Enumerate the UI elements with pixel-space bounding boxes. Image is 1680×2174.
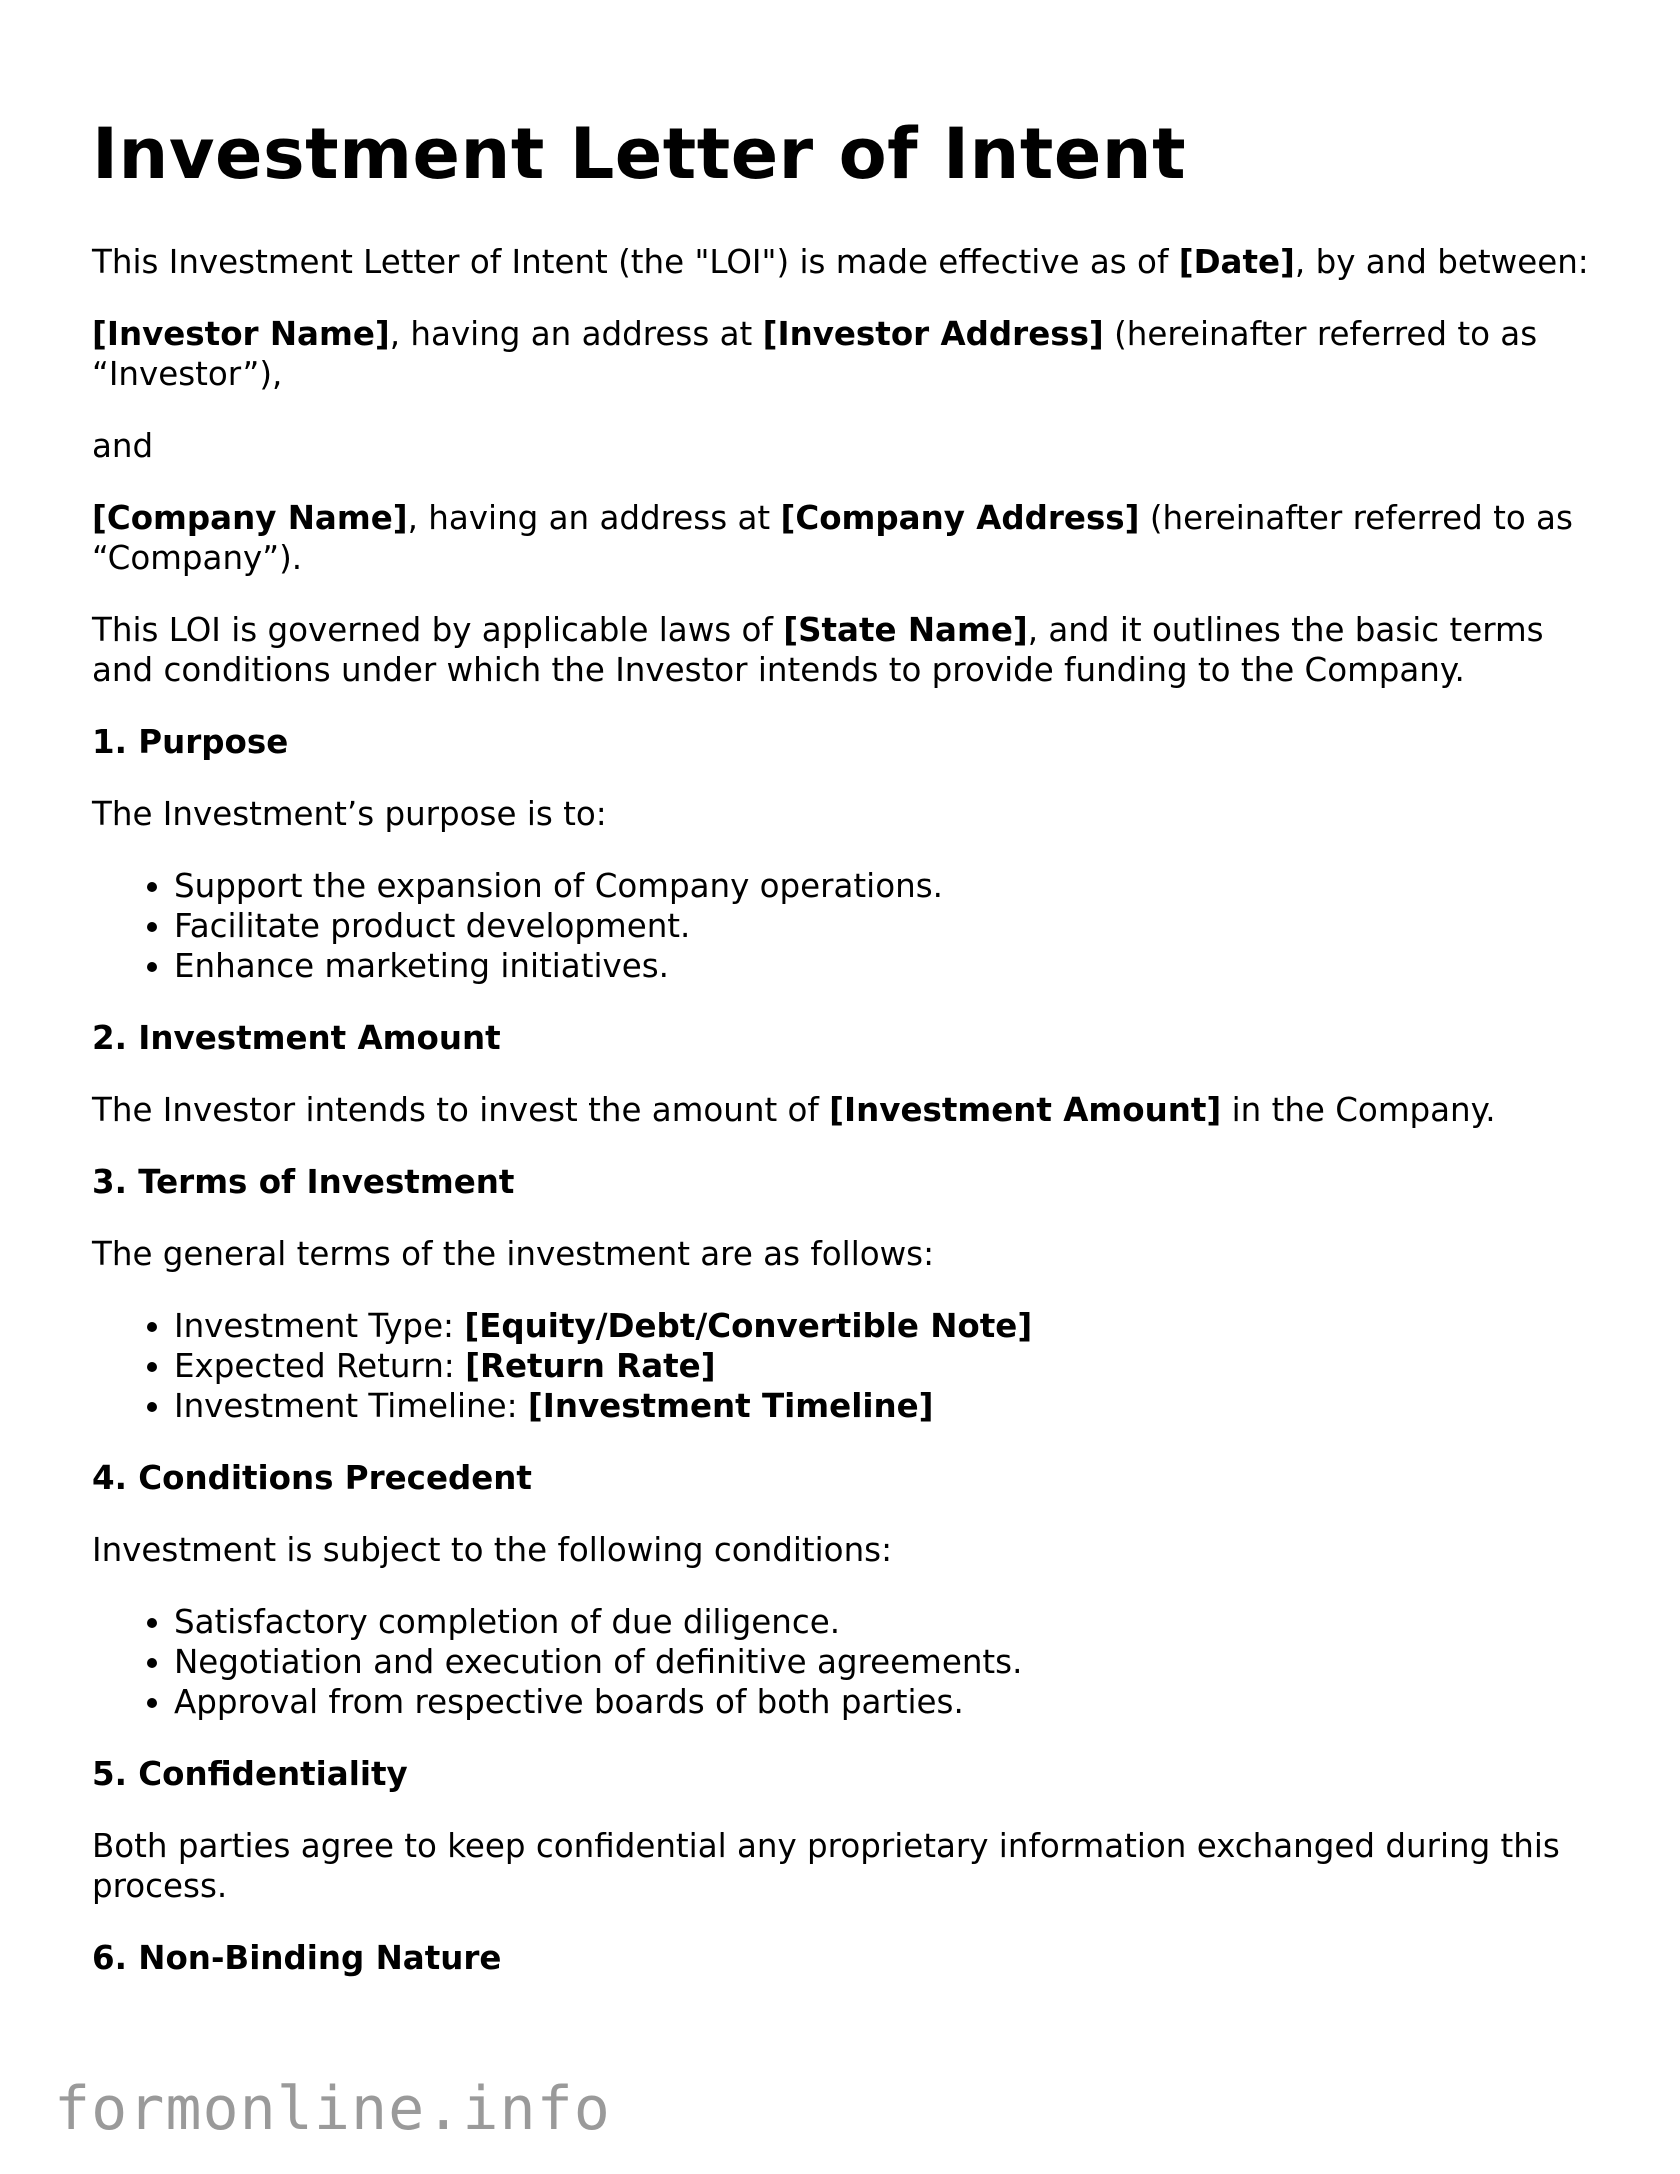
document-title: Investment Letter of Intent xyxy=(92,113,1187,195)
company-address-placeholder: [Company Address] xyxy=(780,499,1140,537)
list-item: • Negotiation and execution of definitive agreements. xyxy=(174,1642,1592,1682)
section-heading-purpose: 1. Purpose xyxy=(92,723,289,761)
state-placeholder: [State Name] xyxy=(783,611,1028,649)
list-item: • Facilitate product development. xyxy=(174,906,1592,946)
investment-amount-placeholder: [Investment Amount] xyxy=(829,1091,1222,1129)
list-item: • Satisfactory completion of due diligence. xyxy=(174,1602,1592,1642)
confidentiality-text: Both parties agree to keep confidential any proprietary information exchanged during this process. xyxy=(92,1827,1560,1905)
timeline-placeholder: [Investment Timeline] xyxy=(527,1387,934,1425)
list-item: • Support the expansion of Company operations. xyxy=(174,866,1592,906)
list-item: • Expected Return: [Return Rate] xyxy=(174,1346,1592,1386)
investor-paragraph: [Investor Name], having an address at [Investor Address] (hereinafter referred to as “Investor”), xyxy=(92,315,1538,393)
list-item: • Investment Type: [Equity/Debt/Convertible Note] xyxy=(174,1306,1592,1346)
section-heading-investment-amount: 2. Investment Amount xyxy=(92,1019,501,1057)
and-text: and xyxy=(92,427,154,465)
intro-paragraph: This Investment Letter of Intent (the "LOI") is made effective as of [Date], by and between: xyxy=(92,243,1589,281)
section-heading-confidentiality: 5. Confidentiality xyxy=(92,1755,408,1793)
investor-address-placeholder: [Investor Address] xyxy=(762,315,1104,353)
section-heading-conditions: 4. Conditions Precedent xyxy=(92,1459,532,1497)
investor-name-placeholder: [Investor Name] xyxy=(92,315,390,353)
terms-text: The general terms of the investment are as follows: xyxy=(92,1235,935,1273)
purpose-text: The Investment’s purpose is to: xyxy=(92,795,607,833)
conditions-text: Investment is subject to the following conditions: xyxy=(92,1531,893,1569)
list-item: • Enhance marketing initiatives. xyxy=(174,946,1592,986)
terms-list xyxy=(92,1306,1592,1426)
investment-type-placeholder: [Equity/Debt/Convertible Note] xyxy=(464,1307,1033,1345)
date-placeholder: [Date] xyxy=(1178,243,1295,281)
governing-law-paragraph: This LOI is governed by applicable laws of [State Name], and it outlines the basic terms and conditions under which the Investor intends to provide funding to the Company. xyxy=(92,611,1544,689)
investment-amount-text: The Investor intends to invest the amount of [Investment Amount] in the Company. xyxy=(92,1091,1496,1129)
list-item: • Approval from respective boards of both parties. xyxy=(174,1682,1592,1722)
list-item: • Investment Timeline: [Investment Timeline] xyxy=(174,1386,1592,1426)
return-rate-placeholder: [Return Rate] xyxy=(465,1347,716,1385)
company-paragraph: [Company Name], having an address at [Company Address] (hereinafter referred to as “Company”). xyxy=(92,499,1573,577)
purpose-list xyxy=(92,866,1592,986)
section-heading-non-binding: 6. Non-Binding Nature xyxy=(92,1939,502,1977)
company-name-placeholder: [Company Name] xyxy=(92,499,408,537)
watermark: formonline.info xyxy=(54,2074,611,2144)
section-heading-terms: 3. Terms of Investment xyxy=(92,1163,515,1201)
document xyxy=(92,112,1592,2010)
conditions-list xyxy=(92,1602,1592,1722)
